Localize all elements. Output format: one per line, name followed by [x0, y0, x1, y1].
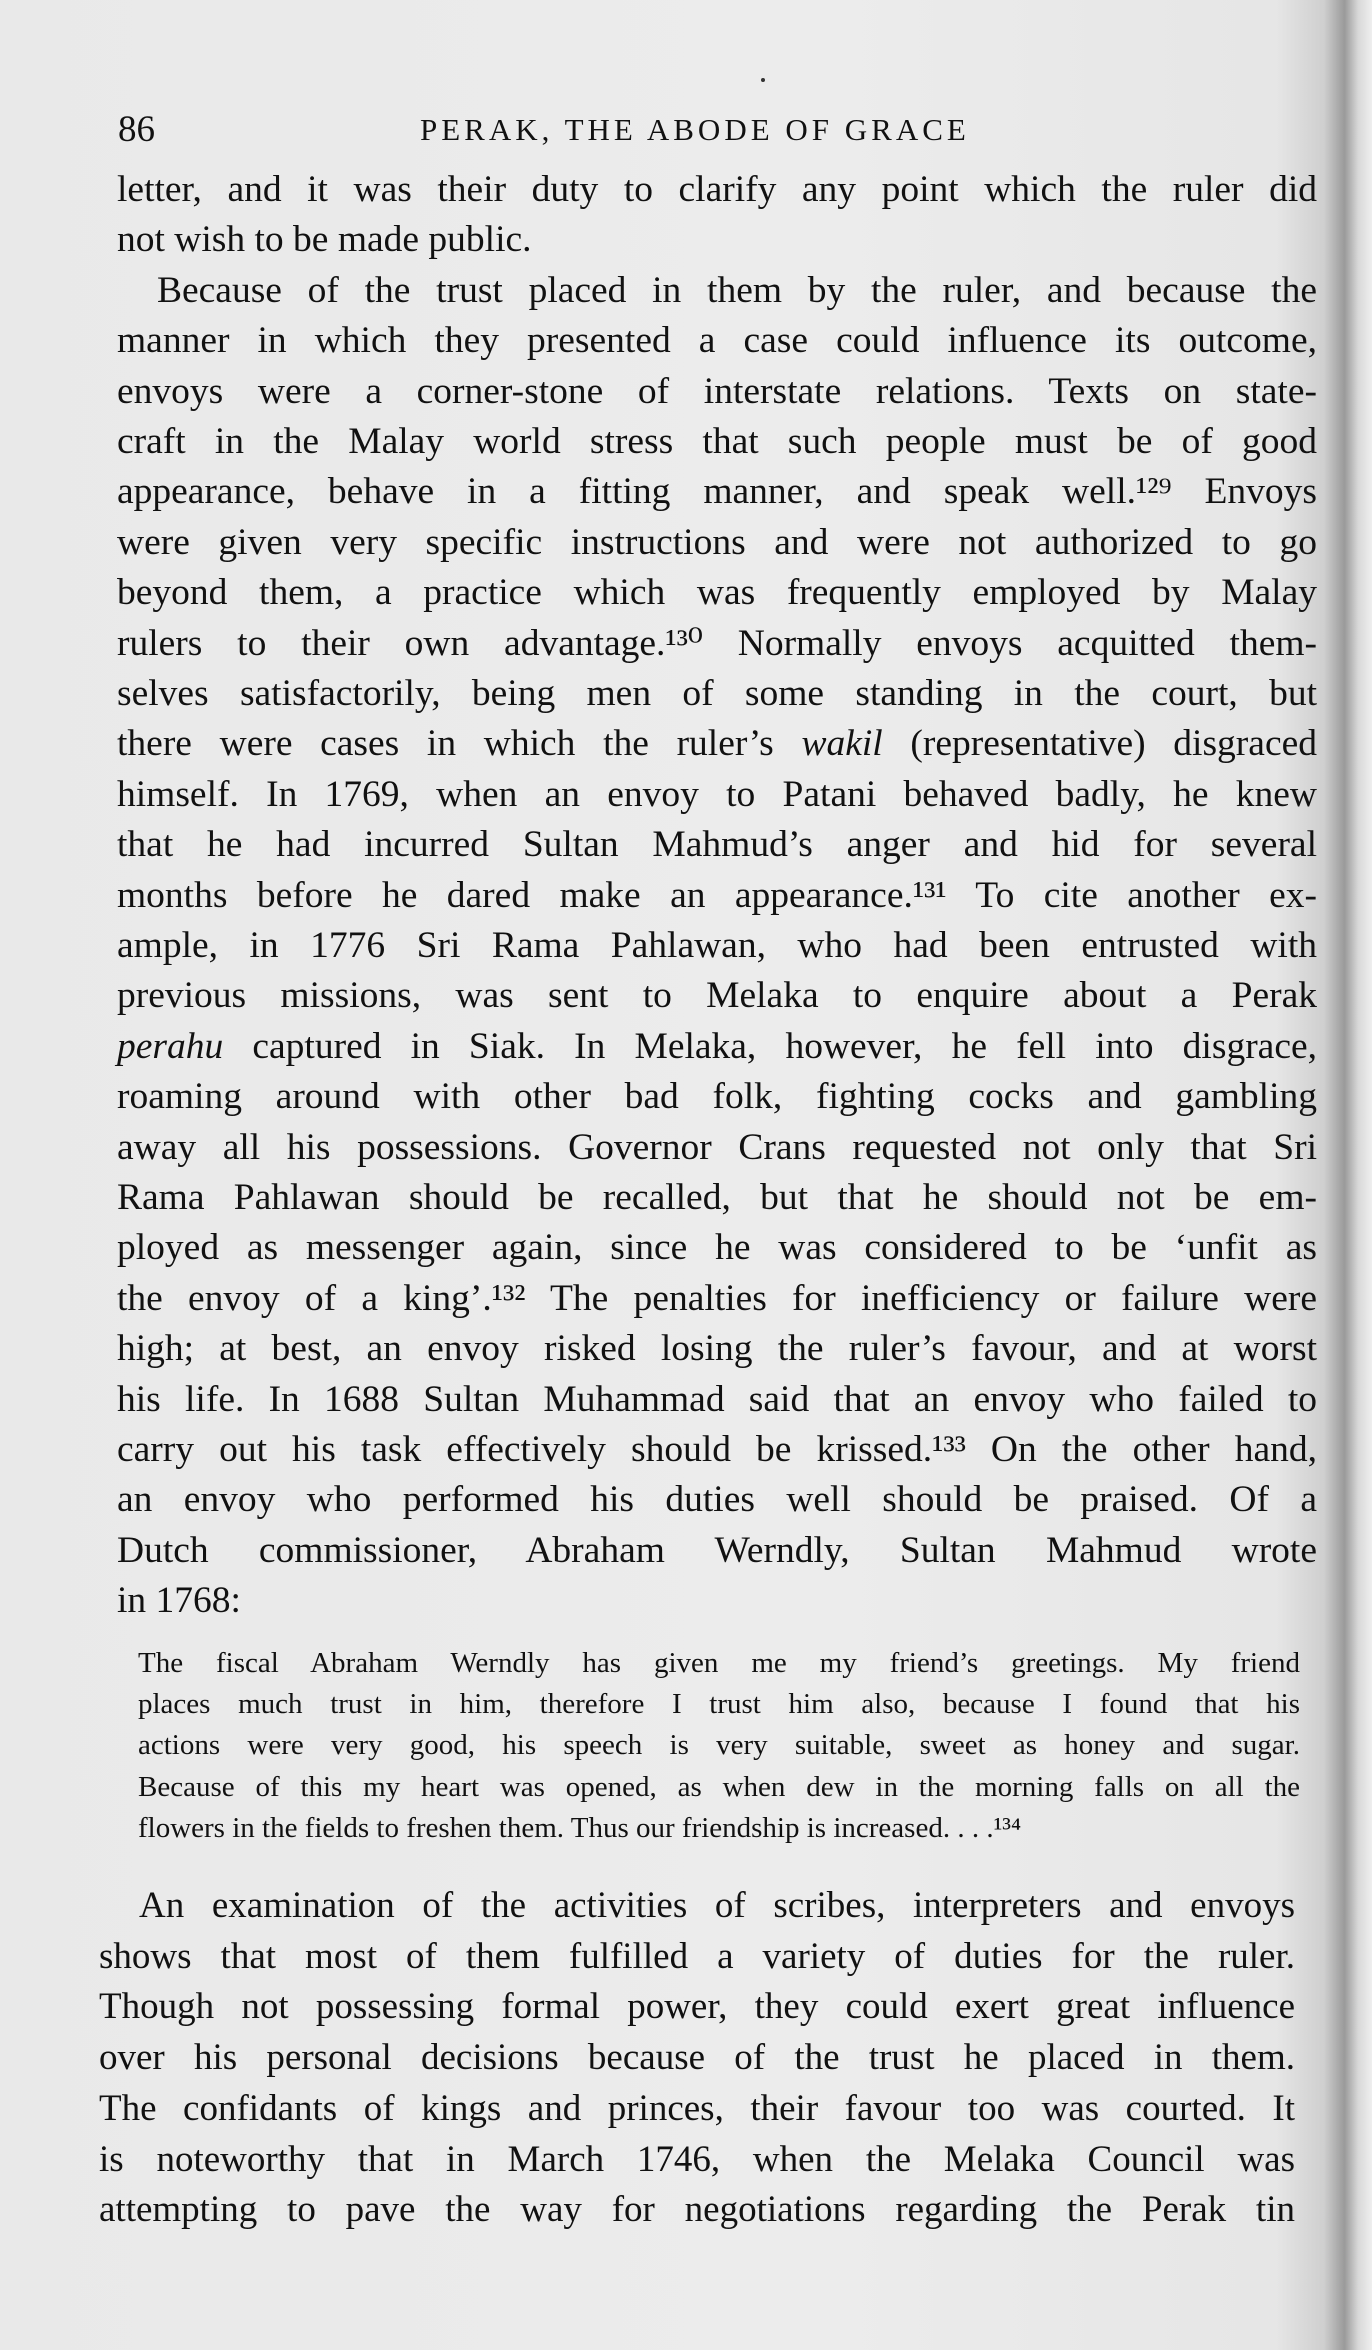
quote-line: actions were very good, his speech is very suitable, sweet as honey and sugar.: [138, 1729, 1300, 1762]
quote-line: The fiscal Abraham Werndly has given me my friend’s greetings. My friend: [138, 1647, 1300, 1679]
italic-term: wakil: [801, 723, 883, 765]
body-line: craft in the Malay world stress that such people must be of good: [117, 421, 1317, 462]
italic-term: perahu: [117, 1025, 224, 1067]
body-line: previous missions, was sent to Melaka to enquire about a Perak: [117, 975, 1317, 1017]
body-line: [117, 1022, 1317, 1072]
body-line: an envoy who performed his duties well should be praised. Of a: [117, 1479, 1317, 1521]
scan-speck: [761, 78, 765, 82]
final-line: over his personal decisions because of the trust he placed in them.: [99, 2037, 1295, 2079]
quote-line: Because of this my heart was opened, as when dew in the morning falls on all the: [138, 1770, 1300, 1803]
body-line: Rama Pahlawan should be recalled, but that he should not be em-: [117, 1177, 1317, 1218]
running-title: PERAK, THE ABODE OF GRACE: [420, 112, 970, 147]
quote-line: flowers in the fields to freshen them. Thus our friendship is increased. . . .¹³⁴: [138, 1811, 1022, 1844]
quote-line: places much trust in him, therefore I trust him also, because I found that his: [138, 1688, 1300, 1721]
body-line: ployed as messenger again, since he was considered to be ‘unfit as: [117, 1227, 1317, 1269]
final-line: attempting to pave the way for negotiations regarding the Perak tin: [99, 2189, 1295, 2231]
body-line: himself. In 1769, when an envoy to Patani behaved badly, he knew: [117, 773, 1317, 815]
final-line: An examination of the activities of scribes, interpreters and envoys: [139, 1885, 1295, 1926]
body-line: high; at best, an envoy risked losing the ruler’s favour, and at worst: [117, 1328, 1317, 1370]
body-line: beyond them, a practice which was frequently employed by Malay: [117, 572, 1317, 614]
body-line: away all his possessions. Governor Crans requested not only that Sri: [117, 1126, 1317, 1168]
body-line: were given very specific instructions and were not authorized to go: [117, 521, 1317, 563]
body-line: carry out his task effectively should be krissed.¹³³ On the other hand,: [117, 1429, 1317, 1470]
body-line: not wish to be made public.: [117, 219, 532, 261]
body-line: roaming around with other bad folk, fighting cocks and gambling: [117, 1076, 1317, 1118]
body-line: manner in which they presented a case could influence its outcome,: [117, 320, 1317, 362]
body-line: rulers to their own advantage.¹³⁰ Normally envoys acquitted them-: [117, 622, 1317, 664]
body-line: letter, and it was their duty to clarify any point which the ruler did: [117, 169, 1317, 210]
final-line: is noteworthy that in March 1746, when the Melaka Council was: [99, 2138, 1295, 2180]
body-line: Dutch commissioner, Abraham Werndly, Sultan Mahmud wrote: [117, 1529, 1317, 1571]
text-segment: there were cases in which the ruler’s: [117, 723, 802, 765]
body-line: that he had incurred Sultan Mahmud’s anger and hid for several: [117, 824, 1317, 866]
body-line: his life. In 1688 Sultan Muhammad said that an envoy who failed to: [117, 1378, 1317, 1420]
text-segment: captured in Siak. In Melaka, however, he fell into disgrace,: [223, 1025, 1317, 1067]
body-line: Because of the trust placed in them by the ruler, and because the: [157, 269, 1317, 311]
body-line: [117, 719, 1317, 769]
body-line: appearance, behave in a fitting manner, and speak well.¹²⁹ Envoys: [117, 471, 1317, 513]
final-line: The confidants of kings and princes, their favour too was courted. It: [99, 2087, 1295, 2129]
body-line: envoys were a corner-stone of interstate relations. Texts on state-: [117, 370, 1317, 412]
final-line: Though not possessing formal power, they could exert great influence: [99, 1986, 1295, 2028]
body-line: selves satisfactorily, being men of some standing in the court, but: [117, 673, 1317, 714]
body-line: ample, in 1776 Sri Rama Pahlawan, who had been entrusted with: [117, 925, 1317, 966]
page-number: 86: [118, 109, 155, 150]
body-line: in 1768:: [117, 1580, 241, 1622]
text-segment: (representative) disgraced: [882, 723, 1317, 765]
final-line: shows that most of them fulfilled a variety of duties for the ruler.: [99, 1935, 1295, 1977]
body-line: the envoy of a king’.¹³² The penalties for inefficiency or failure were: [117, 1277, 1317, 1319]
body-line: months before he dared make an appearance.¹³¹ To cite another ex-: [117, 874, 1317, 916]
